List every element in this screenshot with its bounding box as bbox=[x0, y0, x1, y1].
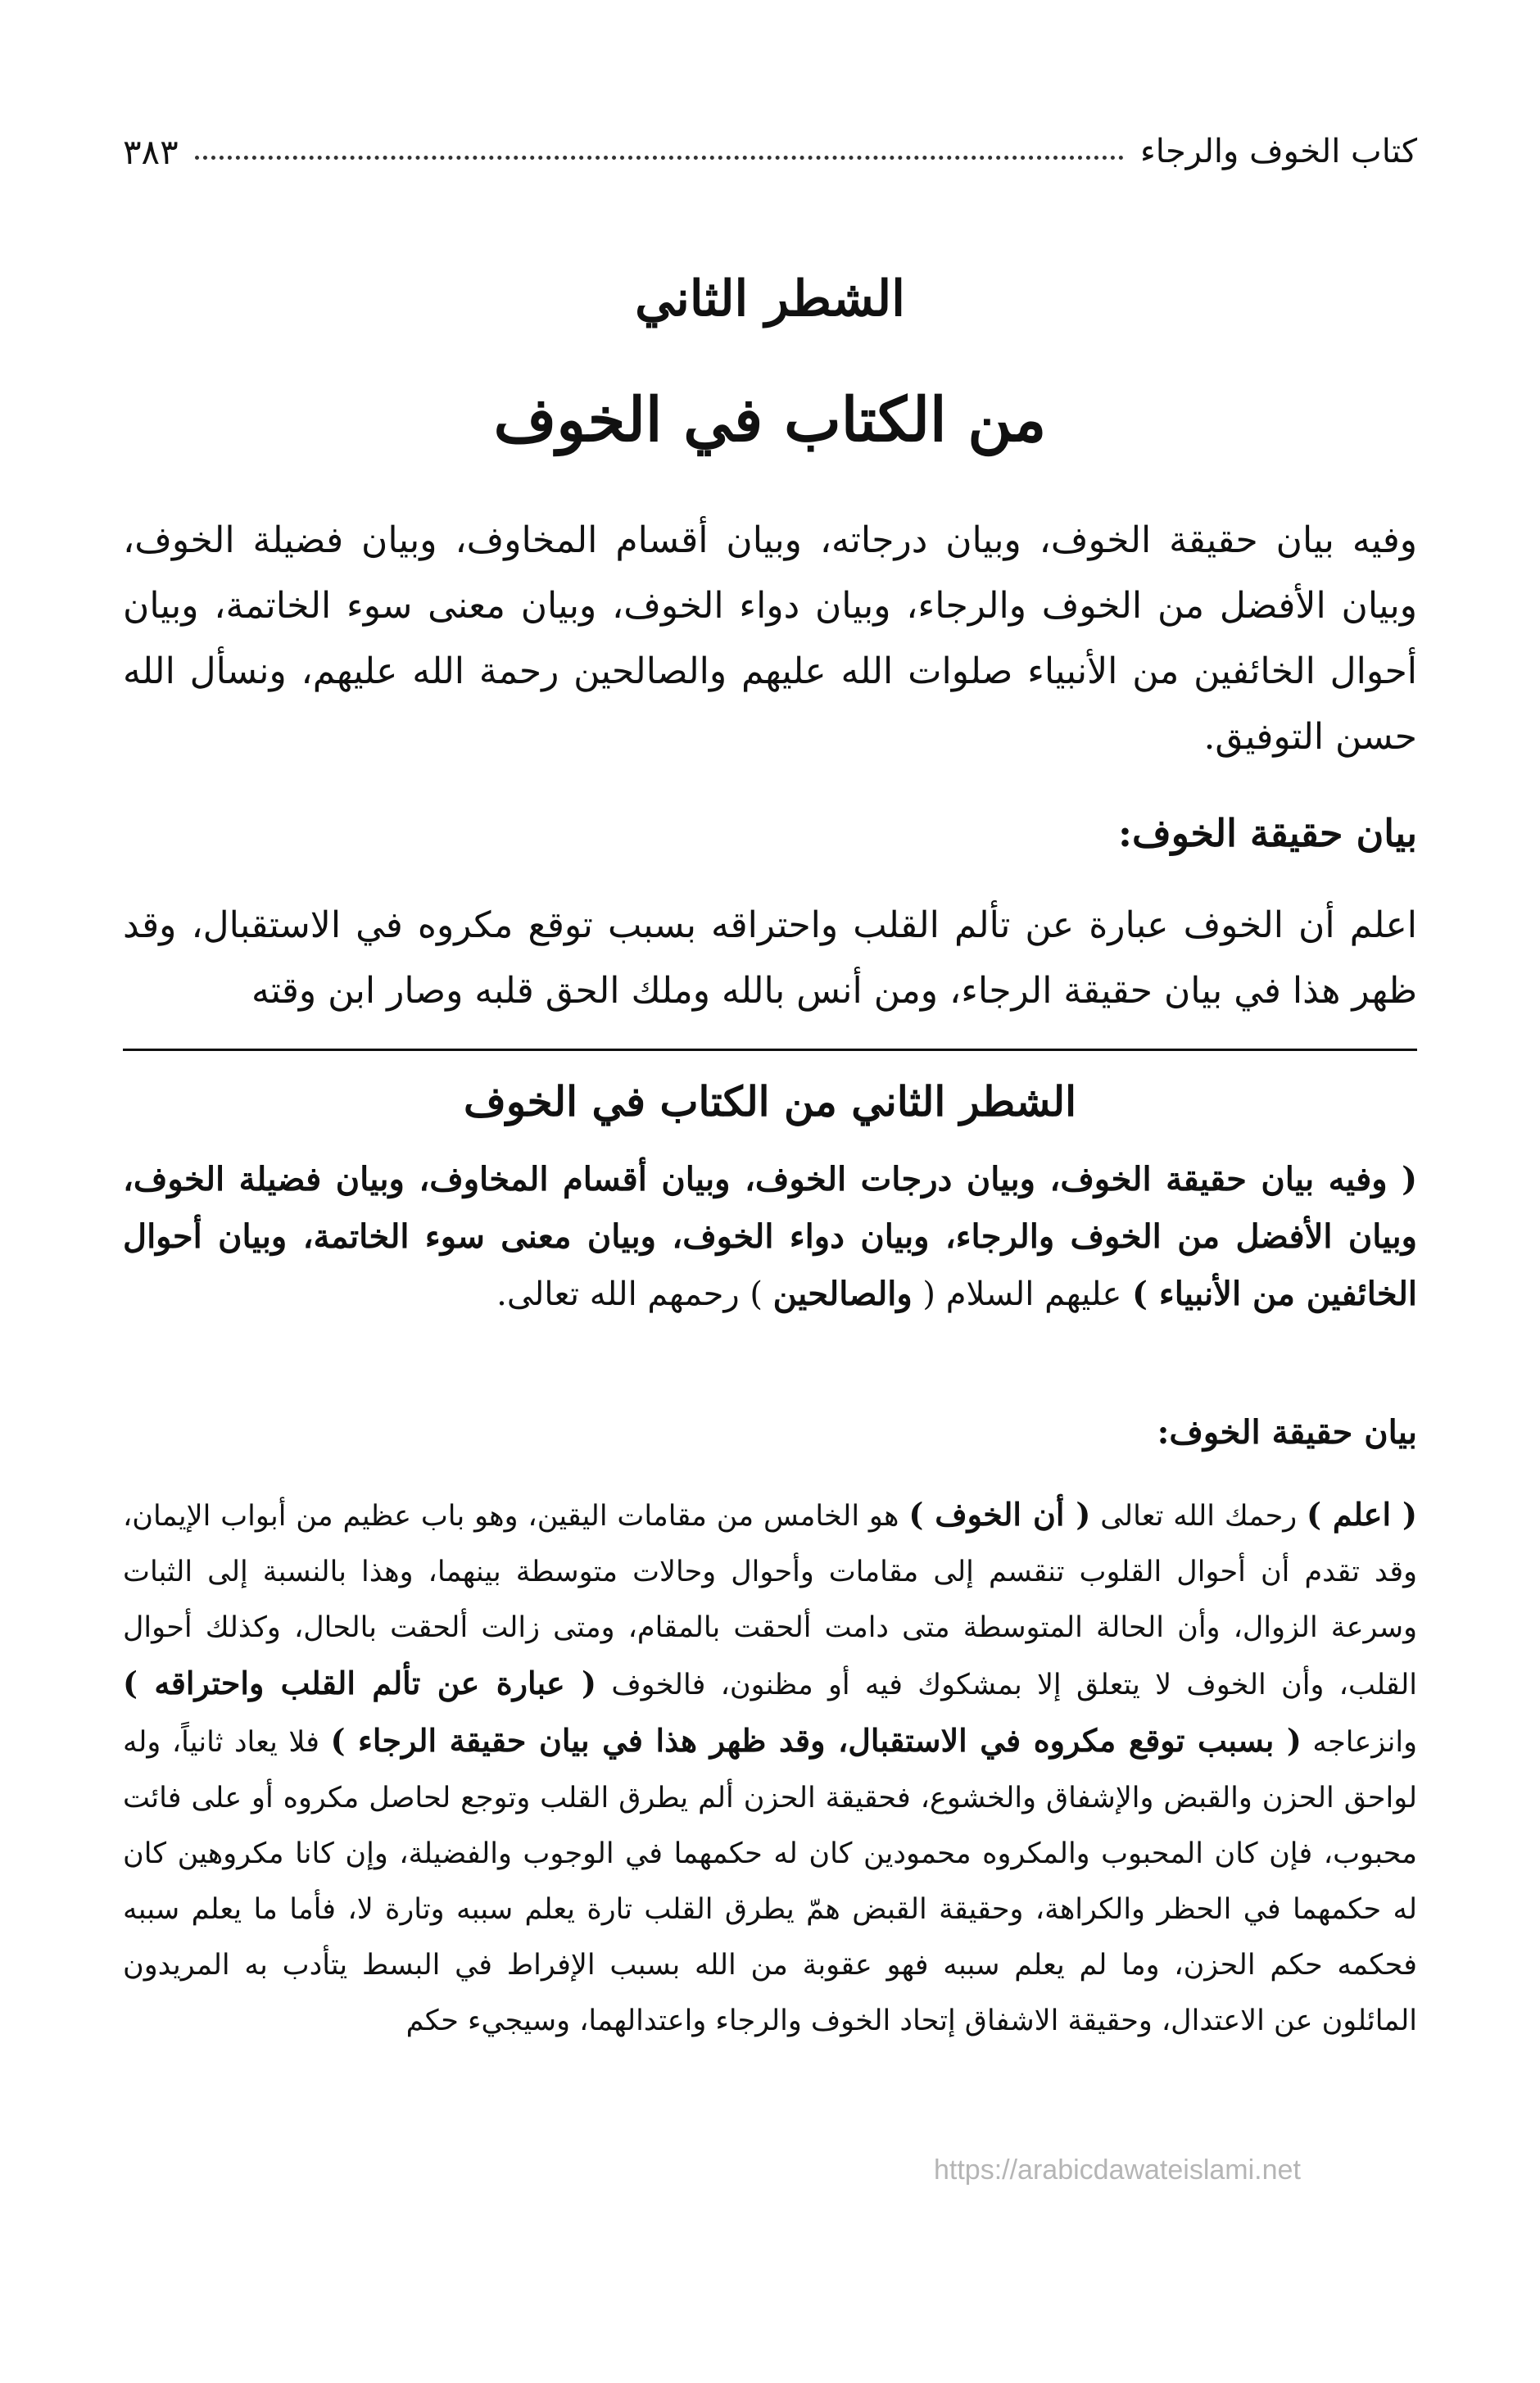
running-header bbox=[123, 123, 1417, 180]
matn-definition-block bbox=[123, 893, 1417, 1024]
commentary-text: عليهم السلام ( bbox=[912, 1275, 1133, 1313]
running-title: كتاب الخوف والرجاء bbox=[1139, 133, 1417, 170]
header-leader-dots bbox=[195, 156, 1124, 160]
separator-rule bbox=[123, 1049, 1417, 1051]
commentary-text: وانزعاجه bbox=[1301, 1726, 1417, 1759]
quoted-matn-text: ( بسبب توقع مكروه في الاستقبال، وقد ظهر هذا في بيان حقيقة الرجاء ) bbox=[330, 1722, 1302, 1759]
commentary-intro-paragraph bbox=[123, 1151, 1417, 1323]
commentary-title: الشطر الثاني من الكتاب في الخوف bbox=[463, 1077, 1077, 1126]
watermark-url: https://arabicdawateislami.net bbox=[934, 2154, 1301, 2186]
matn-intro-block bbox=[123, 508, 1417, 770]
matn-intro-paragraph: وفيه بيان حقيقة الخوف، وبيان درجاته، وبيان أقسام المخاوف، وبيان فضيلة الخوف، وبيان الأفضل من الخوف والرجاء، وبيان دواء الخوف، وبيان معنى سوء الخاتمة، وبيان أحوال الخائفين من الأنبياء صلوات الله عليهم والصالحين رحمة الله عليهم، ونسأل الله حسن التوفيق. bbox=[123, 519, 1417, 758]
commentary-text: فلا يعاد ثانياً، وله لواحق الحزن والقبض والإشفاق والخشوع، فحقيقة الحزن ألم يطرق القلب وتوجع لحاصل مكروه أو على فائت محبوب، فإن كان المحبوب والمكروه محمودين كان له حكمهما في الوجوب والفضيلة، وإن كانا مكروهين كان له حكمهما في الحظر والكراهة، وحقيقة القبض همّ يطرق القلب تارة يعلم سببه وتارة لا، فأما ما يعلم سببه فحكمه حكم الحزن، وما لم يعلم سببه فهو عقوبة من الله بسبب الإفراط في البسط يتأدب به المريدون المائلون عن الاعتدال، وحقيقة الاشفاق إتحاد الخوف والرجاء واعتدالهما، وسيجيء حكم bbox=[123, 1726, 1417, 2037]
quoted-matn-text: ( عبارة عن تألم القلب واحتراقه ) bbox=[123, 1665, 597, 1701]
matn-definition-paragraph: اعلم أن الخوف عبارة عن تألم القلب واحتراقه بسبب توقع مكروه في الاستقبال، وقد ظهر هذا في بيان حقيقة الرجاء، ومن أنس بالله وملك الحق قلبه وصار ابن وقته bbox=[123, 904, 1417, 1012]
quoted-matn-text: ( أن الخوف ) bbox=[908, 1496, 1091, 1533]
book-page bbox=[123, 123, 1417, 2334]
commentary-text: ) رحمهم الله تعالى. bbox=[496, 1275, 773, 1313]
commentary-heading: بيان حقيقة الخوف: bbox=[1157, 1413, 1417, 1452]
matn-title-line-2: من الكتاب في الخوف bbox=[493, 385, 1047, 455]
commentary-text: رحمك الله تعالى bbox=[1090, 1500, 1307, 1533]
commentary-body-paragraph bbox=[123, 1487, 1417, 2049]
quoted-matn-text: ( اعلم ) bbox=[1306, 1496, 1417, 1533]
quoted-matn-text: والصالحين bbox=[772, 1275, 913, 1313]
commentary-body-block bbox=[123, 1487, 1417, 2049]
page-number: ٣٨٣ bbox=[123, 131, 179, 172]
quoted-matn-text: ( وفيه بيان حقيقة الخوف، وبيان درجات الخوف، وبيان أقسام المخاوف، وبيان فضيلة الخوف، وبيان الأفضل من الخوف والرجاء، وبيان دواء الخوف، وبيان معنى سوء الخاتمة، وبيان أحوال الخائفين من الأنبياء ) bbox=[123, 1160, 1417, 1313]
commentary-text: هو الخامس من مقامات اليقين، وهو باب عظيم من أبواب الإيمان، وقد تقدم أن أحوال القلوب تنقسم إلى مقامات وأحوال وحالات متوسطة بينهما، وهذا بالنسبة إلى الثبات وسرعة الزوال، وأن الحالة المتوسطة متى دامت ألحقت بالمقام، ومتى زالت ألحقت بالحال، وكذلك أحوال القلب، وأن الخوف لا يتعلق إلا بمشكوك فيه أو مظنون، فالخوف bbox=[123, 1500, 1417, 1701]
matn-title-line-1: الشطر الثاني bbox=[635, 270, 905, 328]
commentary-intro-block bbox=[123, 1151, 1417, 1323]
matn-heading: بيان حقيقة الخوف: bbox=[1118, 811, 1417, 855]
